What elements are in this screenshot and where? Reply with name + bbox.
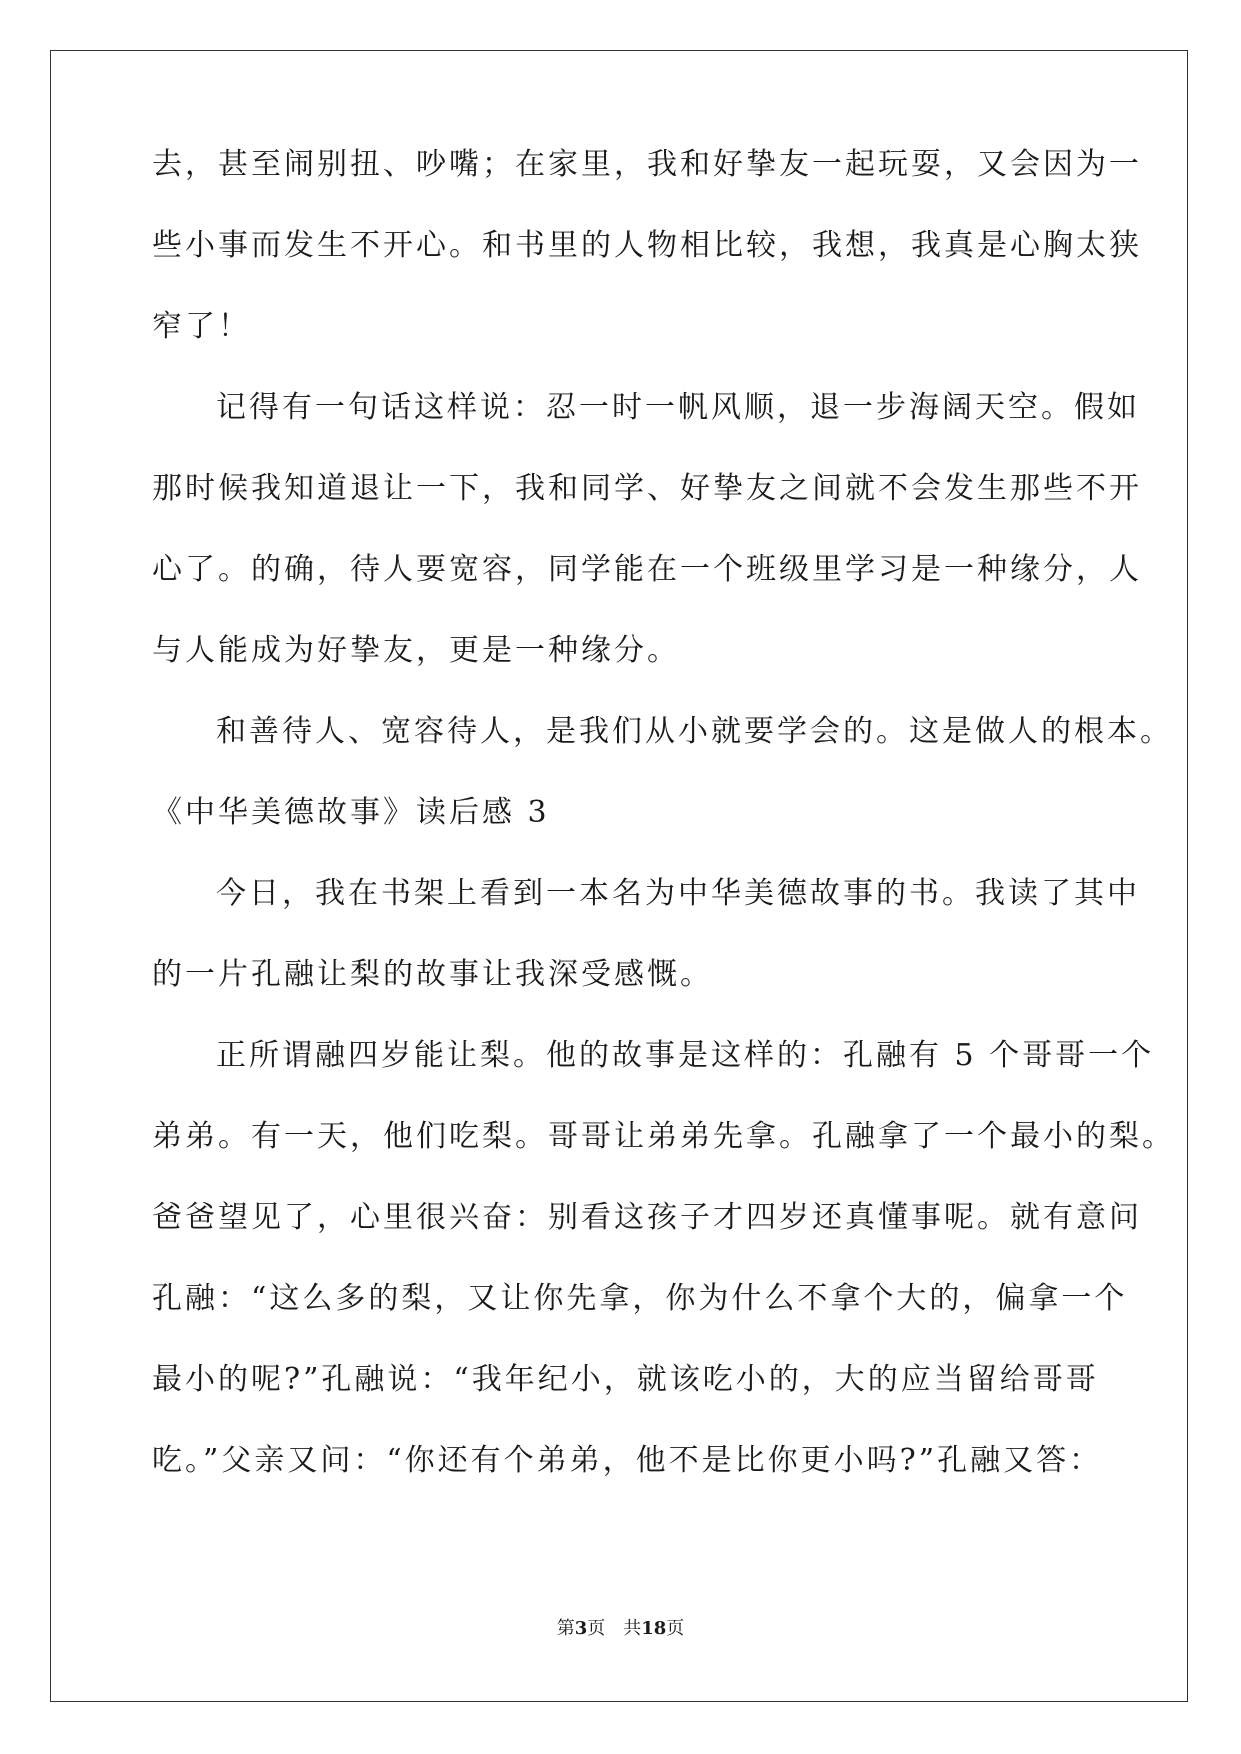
text-line: 孔融：“这么多的梨，又让你先拿，你为什么不拿个大的，偏拿一个 bbox=[152, 1281, 1128, 1316]
text-line: 的一片孔融让梨的故事让我深受感慨。 bbox=[152, 957, 713, 992]
text-line: 些小事而发生不开心。和书里的人物相比较，我想，我真是心胸太狭 bbox=[152, 228, 1142, 263]
text-line: 心了。的确，待人要宽容，同学能在一个班级里学习是一种缘分，人 bbox=[152, 552, 1142, 587]
text-line: 吃。”父亲又问：“你还有个弟弟，他不是比你更小吗?”孔融又答： bbox=[152, 1443, 1103, 1478]
text-line: 与人能成为好挚友，更是一种缘分。 bbox=[152, 633, 680, 668]
text-line: 和善待人、宽容待人，是我们从小就要学会的。这是做人的根本。 bbox=[216, 714, 1173, 749]
text-line: 那时候我知道退让一下，我和同学、好挚友之间就不会发生那些不开 bbox=[152, 471, 1142, 506]
page-footer bbox=[0, 1614, 1241, 1644]
text-line: 今日，我在书架上看到一本名为中华美德故事的书。我读了其中 bbox=[216, 876, 1140, 911]
total-suffix: 页 bbox=[666, 1618, 685, 1639]
text-line: 正所谓融四岁能让梨。他的故事是这样的：孔融有 5 个哥哥一个 bbox=[216, 1038, 1155, 1073]
page-number: 3 bbox=[574, 1618, 588, 1639]
text-line: 弟弟。有一天，他们吃梨。哥哥让弟弟先拿。孔融拿了一个最小的梨。 bbox=[152, 1119, 1175, 1154]
total-prefix: 共 bbox=[623, 1618, 642, 1639]
text-line: 最小的呢?”孔融说：“我年纪小，就该吃小的，大的应当留给哥哥 bbox=[152, 1362, 1099, 1397]
text-line: 爸爸望见了，心里很兴奋：别看这孩子才四岁还真懂事呢。就有意问 bbox=[152, 1200, 1142, 1235]
text-line: 窄了！ bbox=[152, 309, 251, 344]
text-line: 去，甚至闹别扭、吵嘴；在家里，我和好挚友一起玩耍，又会因为一 bbox=[152, 147, 1142, 182]
text-line: 《中华美德故事》读后感 3 bbox=[152, 795, 550, 830]
total-pages: 18 bbox=[641, 1618, 667, 1639]
text-line: 记得有一句话这样说：忍一时一帆风顺，退一步海阔天空。假如 bbox=[216, 390, 1140, 425]
page-suffix: 页 bbox=[587, 1618, 606, 1639]
page-prefix: 第 bbox=[556, 1618, 575, 1639]
